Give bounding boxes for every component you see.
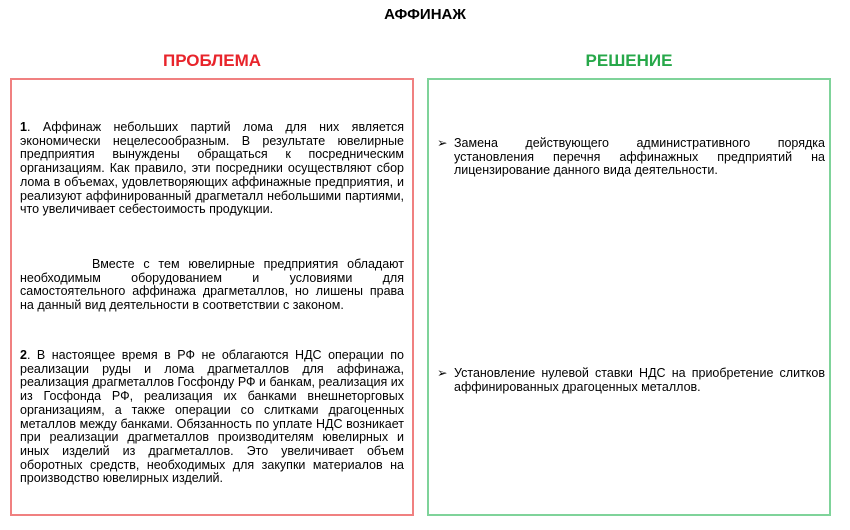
bullet-arrow-icon: ➢ bbox=[437, 136, 448, 150]
problem-item-1-continuation bbox=[20, 258, 404, 313]
solution-heading: РЕШЕНИЕ bbox=[585, 51, 673, 70]
problem-item-2 bbox=[20, 349, 404, 486]
bullet-arrow-icon: ➢ bbox=[437, 366, 448, 380]
problem-item-2-number: 2 bbox=[20, 348, 27, 362]
solution-item-1 bbox=[437, 137, 825, 178]
problem-item-2-text: . В настоящее время в РФ не облагаются НДС операции по реализации руды и лома драгметаллов для аффинажа, реализация драгметаллов Госфонду РФ и банкам, реализация их из Госфонда РФ, реализация их банками внешнеторговых организациям, а также операции со слитками драгоценных металлов между банками. Обязанность по уплате НДС возникает при реализации драгметаллов производителям ювелирных и иных изделий из драгметаллов. Это увеличивает объем оборотных средств, необходимых для закупки материалов на производство ювелирных изделий. bbox=[20, 348, 404, 486]
solution-item-2-text: Установление нулевой ставки НДС на приобретение слитков аффинированных драгоценных металлов. bbox=[454, 366, 825, 394]
page-title: АФФИНАЖ bbox=[384, 6, 466, 23]
problem-item-1 bbox=[20, 121, 404, 217]
problem-heading: ПРОБЛЕМА bbox=[162, 51, 262, 70]
solution-item-1-text: Замена действующего административного порядка установления перечня аффинажных предприятий на лицензирование данного вида деятельности. bbox=[454, 136, 825, 178]
solution-panel bbox=[427, 78, 831, 516]
problem-item-1-continuation-text: Вместе с тем ювелирные предприятия обладают необходимым оборудованием и условиями для самостоятельного аффинажа драгметаллов, но лишены права на данный вид деятельности в соответствии с законом. bbox=[20, 257, 404, 313]
solution-item-2 bbox=[437, 367, 825, 394]
problem-item-1-text: . Аффинаж небольших партий лома для них является экономически нецелесообразным. В результате ювелирные предприятия вынуждены обращаться к посредническим организациям. Как правило, эти посредники осуществляют сбор лома в объемах, удовлетворяющих аффинажные предприятия, и реализуют аффинированный драгметалл небольшими партиями, что увеличивает себестоимость продукции. bbox=[20, 120, 404, 217]
problem-panel bbox=[10, 78, 414, 516]
problem-item-1-number: 1 bbox=[20, 120, 27, 134]
